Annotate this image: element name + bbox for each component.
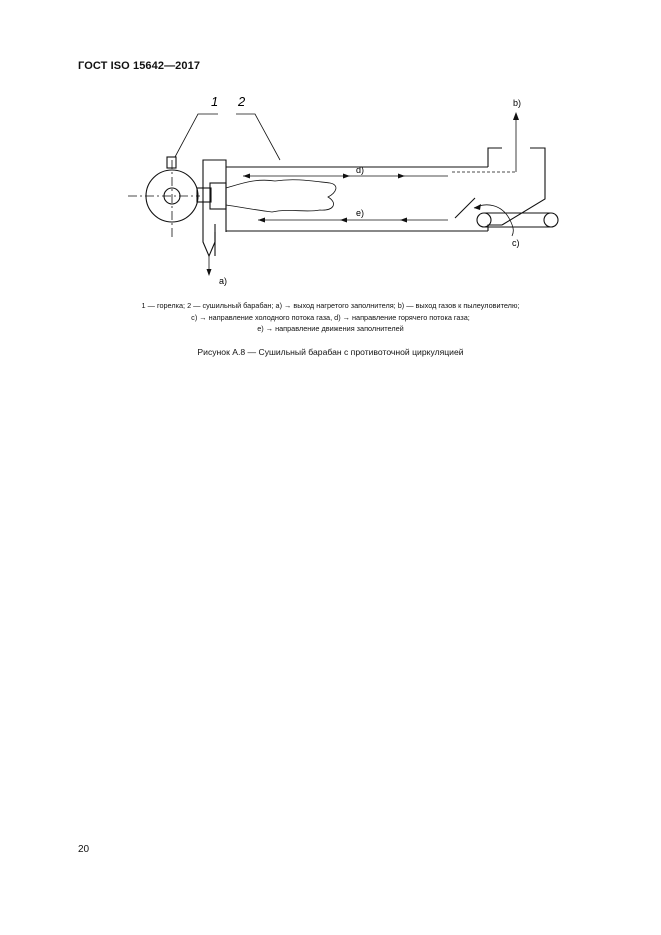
burner — [128, 157, 211, 238]
label-c: c) — [512, 238, 520, 248]
drum-front-housing — [203, 160, 226, 256]
page-number: 20 — [78, 844, 90, 855]
legend-line: с) → направление холодного потока газа, d) → направление горячего потока газа; — [191, 312, 470, 322]
flame — [226, 180, 336, 212]
legend-line: е) → направление движения заполнителей — [257, 324, 404, 333]
legend-line: 1 — горелка; 2 — сушильный барабан; a) → выход нагретого заполнителя; b) — выход газов к пылеуловителю; — [141, 301, 520, 310]
dryer-drum-diagram — [0, 0, 661, 300]
figure-legend — [78, 300, 583, 335]
callout-1: 1 — [211, 94, 219, 109]
document-header: ГОСТ ISO 15642—2017 — [78, 60, 201, 72]
label-e: e) — [356, 208, 365, 218]
drum-body — [226, 148, 545, 231]
label-b: b) — [513, 98, 522, 108]
figure-caption: Рисунок А.8 — Сушильный барабан с противоточной циркуляцией — [197, 347, 464, 357]
label-a: a) — [219, 276, 228, 286]
label-d: d) — [356, 165, 365, 175]
callout-2: 2 — [238, 94, 246, 109]
